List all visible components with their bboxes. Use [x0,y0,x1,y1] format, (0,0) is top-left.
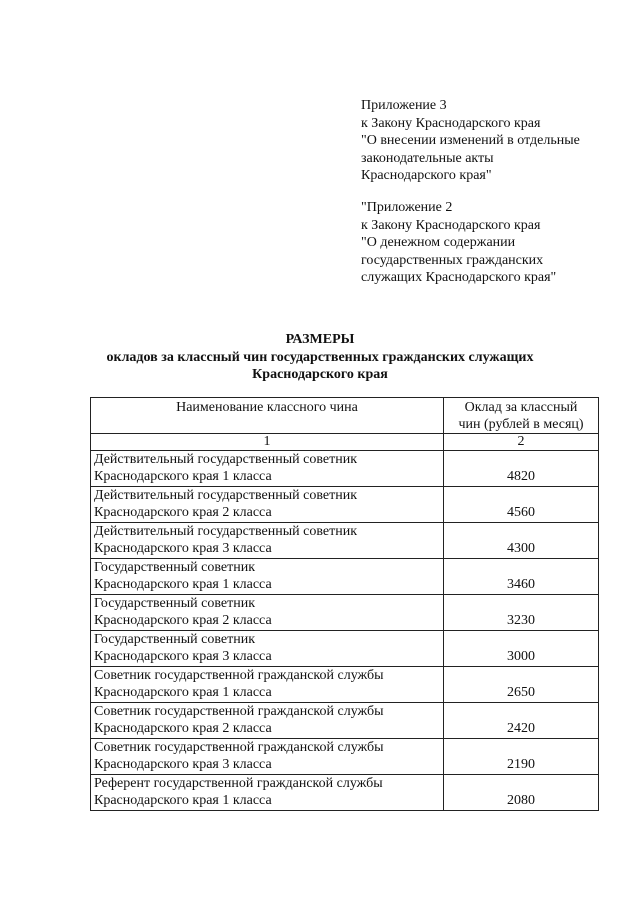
grade-name-line: Действительный государственный советник [94,524,357,539]
table-row [91,703,599,739]
salary-table [90,397,599,811]
grade-name-line: Референт государственной гражданской службы [94,776,383,791]
column-number: 1 [91,434,444,451]
annex-2-line: "Приложение 2 [361,200,453,215]
header-salary-line: чин (рублей в месяц) [458,417,584,432]
table-row [91,487,599,523]
grade-name-cell [91,667,444,703]
salary-cell: 3230 [444,595,599,631]
header-grade-name: Наименование классного чина [91,398,444,434]
table-row [91,631,599,667]
table-row [91,451,599,487]
table-header-row [91,398,599,434]
salary-cell: 3460 [444,559,599,595]
annex-2-line: к Закону Краснодарского края [361,217,541,233]
title-heading: РАЗМЕРЫ [285,332,355,347]
grade-name-line: Действительный государственный советник [94,488,357,503]
table-row [91,739,599,775]
grade-name-cell [91,523,444,559]
grade-name-line: Краснодарского края 1 класса [94,577,272,592]
header-salary [444,398,599,434]
annex-3-header [361,97,580,185]
table-row [91,523,599,559]
salary-cell: 4300 [444,523,599,559]
annex-2-header [361,199,556,287]
table-row [91,775,599,811]
annex-3-line: Краснодарского края" [361,168,492,183]
grade-name-line: Краснодарского края 2 класса [94,505,272,520]
grade-name-line: Действительный государственный советник [94,452,357,467]
column-number-row [91,434,599,451]
grade-name-line: Краснодарского края 2 класса [94,613,272,628]
salary-cell: 2650 [444,667,599,703]
grade-name-line: Государственный советник [94,560,256,575]
header-salary-line: Оклад за классный [464,400,578,415]
grade-name-line: Краснодарского края 1 класса [94,793,272,808]
grade-name-cell [91,595,444,631]
title-subheading-region: Краснодарского края [252,367,388,382]
grade-name-cell [91,487,444,523]
grade-name-line: Краснодарского края 3 класса [94,649,272,664]
table-row [91,667,599,703]
annex-2-line: служащих Краснодарского края" [361,270,557,285]
grade-name-line: Государственный советник [94,596,256,611]
salary-cell: 2190 [444,739,599,775]
table-row [91,595,599,631]
salary-cell: 4560 [444,487,599,523]
grade-name-cell [91,703,444,739]
title-subheading: окладов за классный чин государственных гражданских служащих [106,349,534,365]
grade-name-line: Краснодарского края 3 класса [94,757,272,772]
grade-name-line: Государственный советник [94,632,256,647]
grade-name-cell [91,775,444,811]
grade-name-line: Краснодарского края 2 класса [94,721,272,736]
column-number: 2 [444,434,599,451]
annex-2-line: "О денежном содержании [361,235,516,250]
grade-name-cell [91,451,444,487]
grade-name-cell [91,739,444,775]
document-title [0,331,640,384]
annex-3-line: Приложение 3 [361,98,447,113]
salary-cell: 2420 [444,703,599,739]
salary-cell: 4820 [444,451,599,487]
grade-name-line: Советник государственной гражданской службы [94,668,384,683]
annex-3-line: законодательные акты [361,150,494,166]
grade-name-line: Краснодарского края 3 класса [94,541,272,556]
grade-name-cell [91,559,444,595]
grade-name-cell [91,631,444,667]
annex-3-line: к Закону Краснодарского края [361,115,541,131]
annex-2-line: государственных гражданских [361,252,544,268]
grade-name-line: Советник государственной гражданской службы [94,740,384,755]
grade-name-line: Краснодарского края 1 класса [94,469,272,484]
salary-cell: 3000 [444,631,599,667]
salary-cell: 2080 [444,775,599,811]
table-row [91,559,599,595]
annex-3-line: "О внесении изменений в отдельные [361,133,580,148]
grade-name-line: Краснодарского края 1 класса [94,685,272,700]
grade-name-line: Советник государственной гражданской службы [94,704,384,719]
